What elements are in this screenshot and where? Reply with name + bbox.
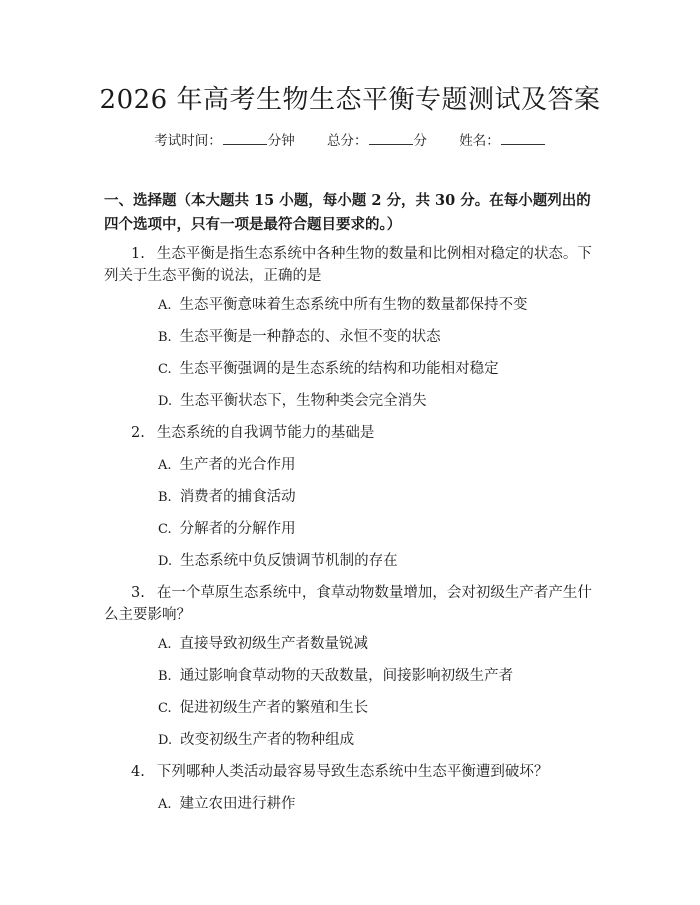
question-2	[104, 422, 604, 444]
option-3c	[158, 697, 598, 720]
option-3d	[158, 729, 598, 752]
option-text: 分解者的分解作用	[179, 521, 296, 537]
option-letter: D.	[158, 394, 173, 409]
option-2c	[158, 518, 598, 541]
option-3b	[158, 665, 598, 688]
option-text: 促进初级生产者的繁殖和生长	[179, 700, 369, 716]
question-4	[104, 761, 604, 783]
question-number: 4.	[131, 764, 145, 780]
option-1a	[158, 294, 598, 317]
question-text: 生态平衡是指生态系统中各种生物的数量和比例相对稳定的状态。下列关于生态平衡的说法，正确的是	[104, 246, 592, 284]
option-text: 改变初级生产者的物种组成	[180, 732, 355, 748]
option-2d	[158, 550, 598, 573]
option-letter: B.	[158, 490, 172, 505]
option-1c	[158, 358, 598, 381]
option-letter: D.	[158, 554, 173, 569]
question-1	[104, 243, 604, 287]
question-number: 1.	[131, 246, 145, 262]
section-heading: 一、选择题（本大题共 15 小题，每小题 2 分，共 30 分。在每小题列出的四个选项中，只有一项是最符合题目要求的。）	[104, 192, 591, 233]
student-name-field	[459, 132, 546, 150]
option-text: 直接导致初级生产者数量锐减	[179, 636, 369, 652]
total-score-field	[327, 132, 427, 150]
option-4a	[158, 793, 598, 816]
total-score-label: 总分：	[327, 133, 368, 149]
option-text: 生态系统中负反馈调节机制的存在	[180, 553, 398, 569]
option-letter: B.	[158, 669, 172, 684]
option-text: 生产者的光合作用	[179, 457, 296, 473]
question-number: 3.	[131, 585, 145, 601]
option-letter: D.	[158, 733, 173, 748]
exam-info-line	[0, 132, 700, 150]
option-letter: A.	[158, 637, 172, 652]
student-name-label: 姓名：	[459, 133, 500, 149]
question-text: 下列哪种人类活动最容易导致生态系统中生态平衡遭到破坏？	[156, 764, 549, 780]
option-letter: A.	[158, 458, 172, 473]
option-text: 生态平衡状态下，生物种类会完全消失	[180, 393, 427, 409]
question-text: 生态系统的自我调节能力的基础是	[156, 425, 375, 441]
option-text: 生态平衡是一种静态的、永恒不变的状态	[179, 329, 441, 345]
option-text: 建立农田进行耕作	[179, 796, 296, 812]
question-text: 在一个草原生态系统中，食草动物数量增加，会对初级生产者产生什么主要影响？	[104, 585, 592, 623]
option-2a	[158, 454, 598, 477]
question-number: 2.	[131, 425, 145, 441]
option-1d	[158, 390, 598, 413]
option-letter: A.	[158, 298, 172, 313]
student-name-blank	[501, 132, 545, 145]
option-letter: C.	[158, 362, 172, 377]
question-3	[104, 582, 604, 626]
option-3a	[158, 633, 598, 656]
option-text: 通过影响食草动物的天敌数量，间接影响初级生产者	[179, 668, 514, 684]
option-text: 生态平衡意味着生态系统中所有生物的数量都保持不变	[179, 297, 528, 313]
total-score-blank	[369, 132, 413, 145]
exam-time-field	[154, 132, 295, 150]
exam-time-unit: 分钟	[267, 133, 295, 149]
option-2b	[158, 486, 598, 509]
exam-time-label: 考试时间：	[154, 133, 222, 149]
option-letter: C.	[158, 701, 172, 716]
option-text: 生态平衡强调的是生态系统的结构和功能相对稳定	[179, 361, 499, 377]
total-score-unit: 分	[413, 133, 427, 149]
option-letter: A.	[158, 797, 172, 812]
option-1b	[158, 326, 598, 349]
option-text: 消费者的捕食活动	[179, 489, 296, 505]
exam-time-blank	[223, 132, 267, 145]
option-letter: B.	[158, 330, 172, 345]
document-title: 2026 年高考生物生态平衡专题测试及答案	[99, 85, 601, 115]
option-letter: C.	[158, 522, 172, 537]
